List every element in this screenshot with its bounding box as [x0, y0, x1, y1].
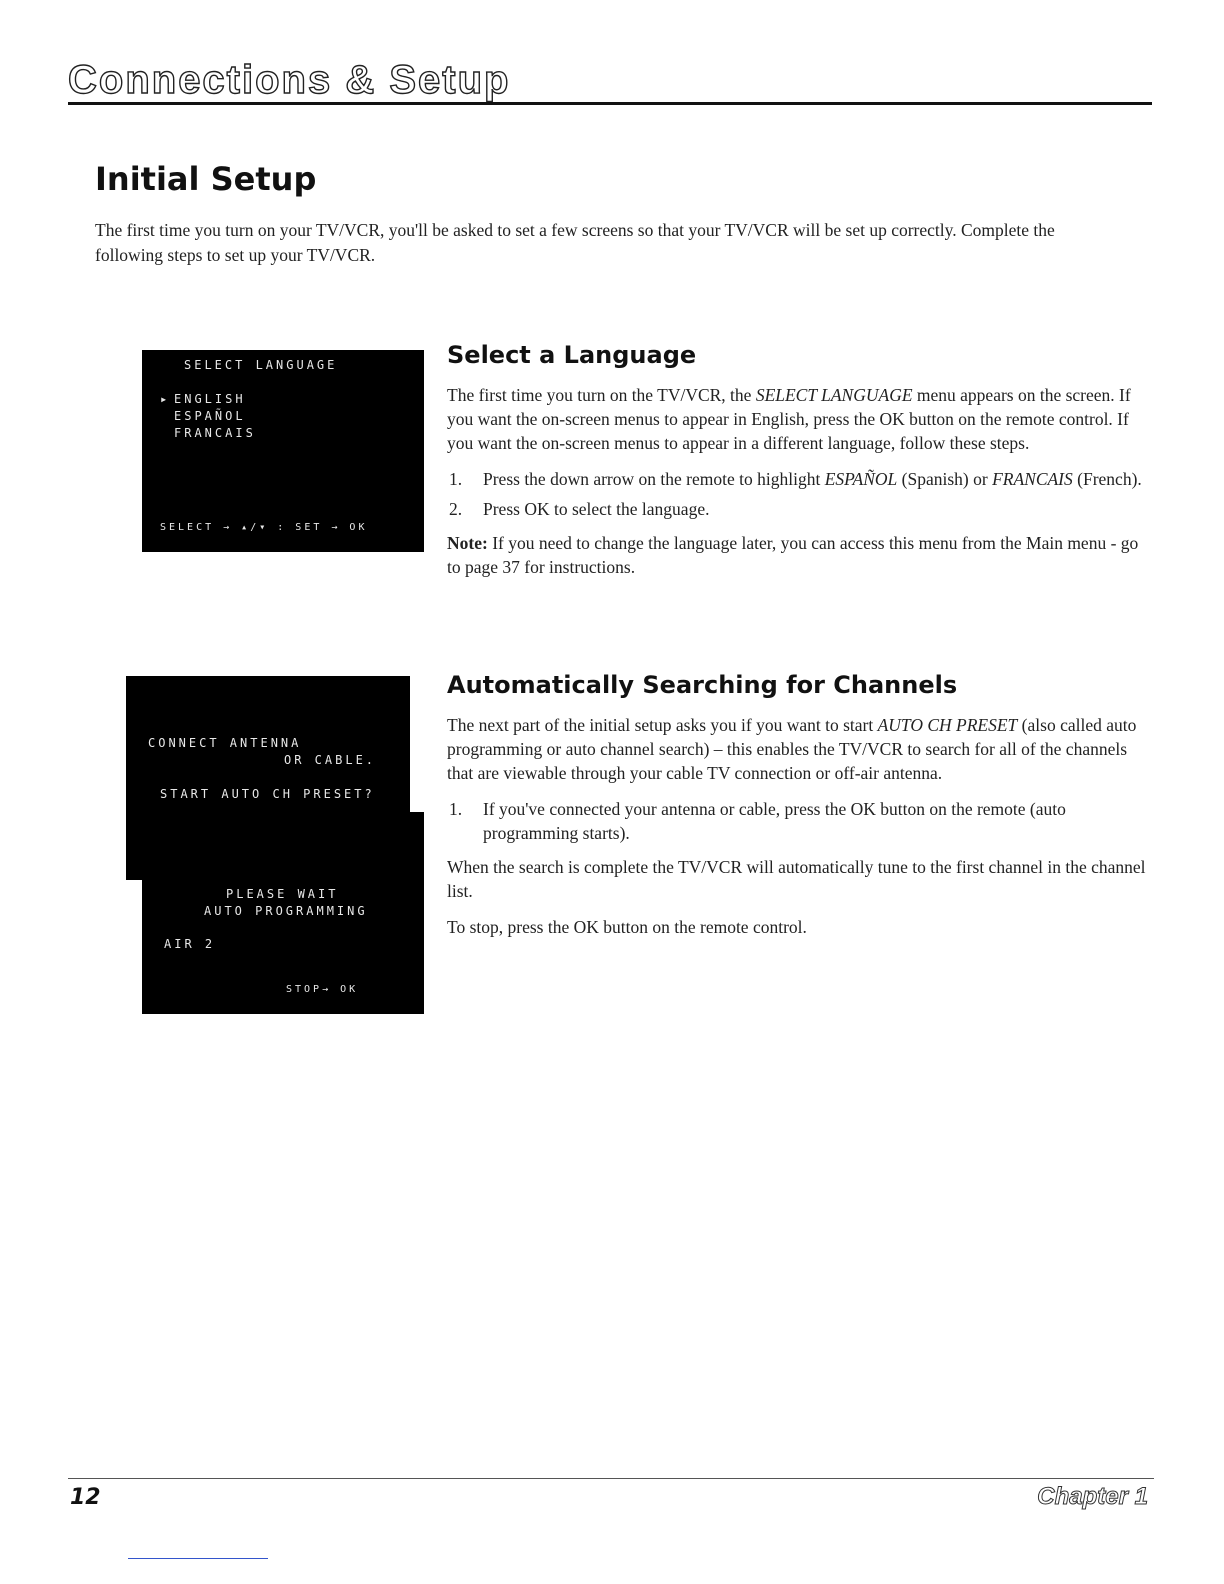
select-language-section — [447, 341, 1147, 591]
language-note: Note: If you need to change the language later, you can access this menu from the Main menu - go to page 37 for instructions. — [447, 533, 1139, 577]
screen-line-start: START AUTO CH PRESET? — [160, 787, 375, 801]
list-item: 2. Press OK to select the language. — [449, 499, 710, 519]
page-title: Initial Setup — [95, 160, 317, 198]
screen-line-connect: CONNECT ANTENNA — [148, 736, 302, 750]
screen-line-wait: PLEASE WAIT — [226, 887, 339, 901]
screen-title: SELECT LANGUAGE — [184, 358, 338, 372]
select-language-screen — [142, 350, 424, 552]
page-number: 12 — [70, 1485, 101, 1510]
list-item: 1. Press the down arrow on the remote to highlight ESPAÑOL (Spanish) or FRANCAIS (French). — [449, 469, 1142, 489]
footer-rule — [68, 1478, 1154, 1479]
auto-search-paragraph: The next part of the initial setup asks you if you want to start AUTO CH PRESET (also called auto programming or auto channel search) – this enables the TV/VCR to search for all of the channels that are viewable through your cable TV connection or off-air antenna. — [447, 715, 1137, 783]
auto-search-steps — [447, 797, 1147, 845]
select-language-paragraph: The first time you turn on the TV/VCR, the SELECT LANGUAGE menu appears on the screen. If you want the on-screen menus to appear in English, press the OK button on the remote control. If you want the on-screen menus to appear in a different language, follow these steps. — [447, 385, 1131, 453]
auto-search-section — [447, 671, 1147, 951]
screen-line-air: AIR 2 — [164, 937, 216, 951]
screen-footer: SELECT → ▴/▾ : SET → OK — [160, 522, 368, 533]
chapter-label: Chapter 1 — [1037, 1483, 1148, 1510]
screen-option-espanol: ESPAÑOL — [174, 409, 246, 423]
screen-line-stop: STOP→ OK — [286, 984, 359, 995]
screen-option-francais: FRANCAIS — [174, 426, 256, 440]
intro-paragraph: The first time you turn on your TV/VCR, you'll be asked to set a few screens so that your TV/VCR will be set up correctly. Complete the following steps to set up your TV/VCR. — [95, 220, 1055, 265]
selector-arrow-icon: ▸ — [160, 392, 171, 406]
language-steps — [447, 467, 1147, 521]
screen-option-english: ENGLISH — [174, 392, 246, 406]
screen-line-programming: AUTO PROGRAMMING — [204, 904, 368, 918]
link-underline — [128, 1558, 268, 1559]
select-language-heading: Select a Language — [447, 341, 697, 369]
list-item: 1. If you've connected your antenna or cable, press the OK button on the remote (auto programming starts). — [449, 799, 1066, 843]
header-rule — [68, 102, 1152, 105]
auto-programming-screen — [142, 812, 424, 1014]
stop-paragraph: To stop, press the OK button on the remote control. — [447, 917, 807, 937]
header-title: Connections & Setup — [68, 58, 511, 102]
search-complete-paragraph: When the search is complete the TV/VCR will automatically tune to the first channel in the channel list. — [447, 857, 1146, 901]
auto-search-heading: Automatically Searching for Channels — [447, 671, 958, 699]
screen-line-cable: OR CABLE. — [284, 753, 377, 767]
